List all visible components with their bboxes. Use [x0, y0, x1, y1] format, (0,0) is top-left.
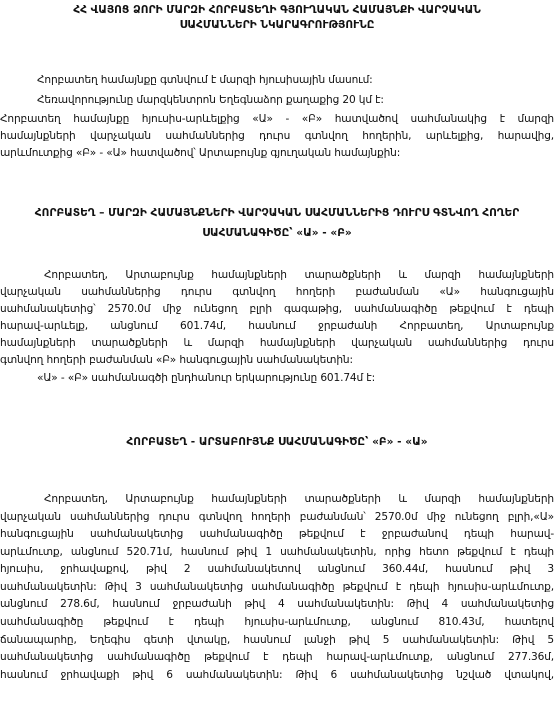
- section2-line-1: Հորբատեղ, Արտաբույնք համայնքների տարածքների և մարզի համայնքների: [44, 493, 554, 505]
- section1-heading-line-2: ՍԱՀՄԱՆԱԳԻԾԸ՝ «Ա» - «Բ»: [202, 227, 352, 239]
- intro-line-4: համայնքների վարչական սահմաններից դուրս գտնվող հողերին, արևելքից, հարավից,: [0, 130, 554, 142]
- section2-line-10: սահմանակետից սահմանագիծը թեքվում է դեպի հարավ-արևմուտք, անցնում 277.36մ,: [0, 651, 554, 663]
- section2-heading: ՀՈՐԲԱՏԵՂ - ԱՐՏԱԲՈՒՅՆՔ ՍԱՀՄԱՆԱԳԻԾԸ՝ «Բ» - «Ա»: [126, 436, 428, 448]
- section2-line-7: անցնում 278.6մ, հասնում ջրբաժանի թիվ 4 սահմանակետին: Թիվ 4 սահմանակետից: [0, 598, 554, 610]
- section1-line-4: հարավ-արևելք, անցնում 601.74մ, հասնում ջրբաժանի Հորբատեղ, Արտաբույնք: [0, 320, 554, 332]
- section1-line-1: Հորբատեղ, Արտաբույնք համայնքների տարածքների և մարզի համայնքների: [44, 269, 554, 281]
- section2-line-3: հանգուցային սահմանակետից սահմանագիծը թեքվում է ջրբաժանով դեպի հարավ-: [0, 528, 554, 540]
- document-title-line-2: ՍԱՀՄԱՆՆԵՐԻ ՆԿԱՐԱԳՐՈՒԹՅՈՒՆԸ: [179, 19, 375, 31]
- section2-line-9: ճանապարհը, Եղեգիս գետի վտակը, հասնում լանջի թիվ 5 սահմանակետին: Թիվ 5: [0, 634, 554, 646]
- document-title-line-1: ՀՀ ՎԱՅՈՑ ՁՈՐԻ ՄԱՐԶԻ ՀՈՐԲԱՏԵՂԻ ԳՅՈՒՂԱԿԱՆ ՀԱՄԱՅՆՔԻ ՎԱՐՉԱԿԱՆ: [73, 4, 481, 16]
- section1-total: «Ա» - «Բ» սահմանագծի ընդհանուր երկարությունը 601.74մ է:: [37, 372, 376, 384]
- intro-line-1: Հորբատեղ համայնքը գտնվում է մարզի հյուսիսային մասում:: [37, 74, 373, 86]
- section2-line-4: արևմուտք, անցնում 520.71մ, հասնում թիվ 1 սահմանակետին, որից հետո թեքվում է դեպի: [0, 546, 554, 558]
- section1-line-3: սահմանակետից՝ 2570.0մ միջ ունեցող բլրի գագաթից, սահմանագիծը թեքվում է դեպի: [0, 303, 554, 315]
- section2-line-11: հասնում ջրհավաքի թիվ 6 սահմանակետին: Թիվ 6 սահմանակետից նշված վտակով,: [0, 669, 554, 681]
- intro-line-2: Հեռավորությունը մարզկենտրոն Եղեգնաձոր քաղաքից 20 կմ է:: [37, 94, 384, 106]
- section2-line-5: հյուսիս, ջրհավաքով, թիվ 2 սահմանակետով անցնում 360.44մ, հասնում թիվ 3: [0, 563, 554, 575]
- section1-line-6: գտնվող հողերի բաժանման «Բ» հանգուցային սահմանակետին:: [0, 354, 353, 366]
- section2-line-8: սահմանագիծը թեքվում է դեպի հյուսիս-արևմուտք, անցնում 810.43մ, հատելով: [0, 616, 554, 628]
- section2-line-6: սահմանակետին: Թիվ 3 սահմանակետից սահմանագիծը թեքվում է դեպի հյուսիս-արևմուտք,: [0, 581, 554, 593]
- section2-line-2: վարչական սահմաններից դուրս գտնվող հողերի բաժանման՝ 2570.0մ միջ ունեցող բլրի,«Ա»: [0, 511, 554, 523]
- section1-line-5: համայնքների տարածքների և մարզի համայնքների վարչական սահմաններից դուրս: [0, 337, 554, 349]
- intro-line-3: Հորբատեղ համայնքը հյուսիս-արևելքից «Ա» - «Բ» հատվածով սահմանակից է մարզի: [0, 113, 554, 125]
- section1-line-2: վարչական սահմաններից դուրս գտնվող հողերի բաժանման «Ա» հանգուցային: [0, 286, 554, 298]
- section1-heading-line-1: ՀՈՐԲԱՏԵՂ – ՄԱՐԶԻ ՀԱՄԱՅՆՔՆԵՐԻ ՎԱՐՉԱԿԱՆ ՍԱՀՄԱՆՆԵՐԻՑ ԴՈՒՐՍ ԳՏՆՎՈՂ ՀՈՂԵՐ: [34, 207, 520, 219]
- intro-line-5: արևմուտքից «Բ» - «Ա» հատվածով՝ Արտաբույնք գյուղական համայնքին:: [0, 147, 401, 159]
